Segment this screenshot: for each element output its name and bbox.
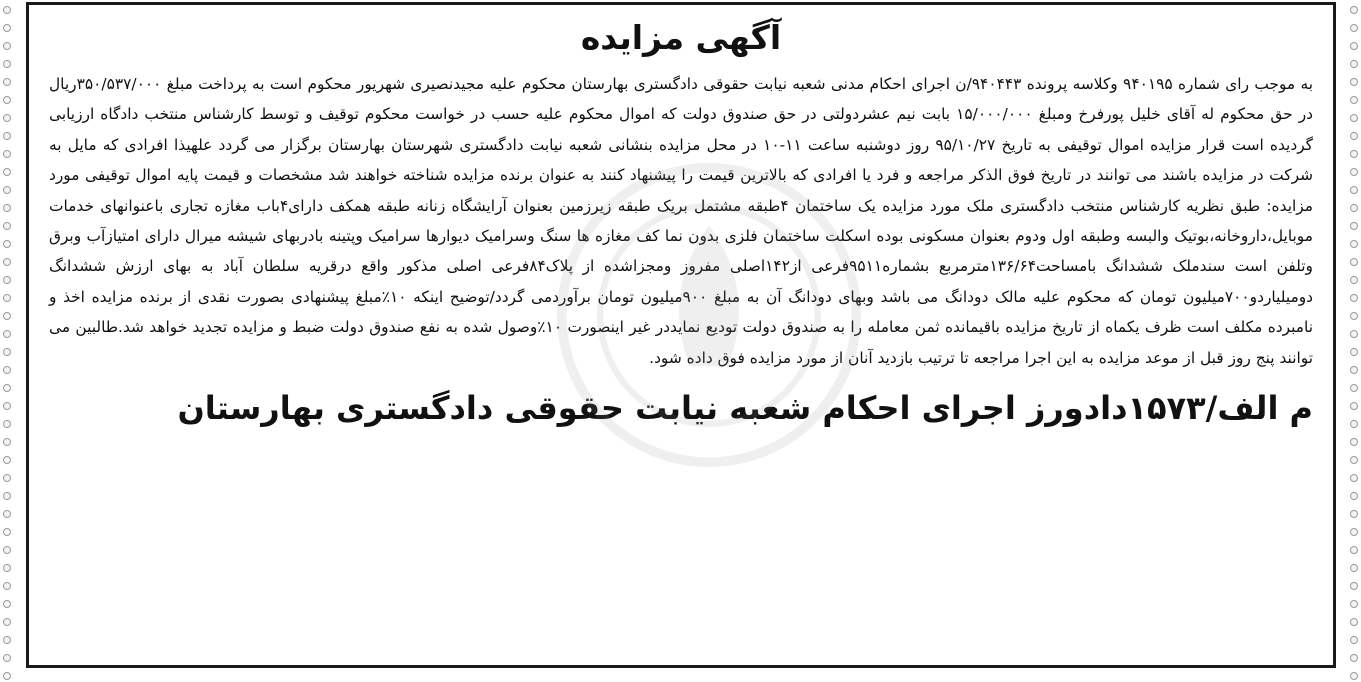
perforation-hole-icon (1350, 312, 1358, 320)
perforation-hole-icon (1350, 582, 1358, 590)
perforation-hole-icon (1350, 42, 1358, 50)
perforation-hole-icon (1350, 222, 1358, 230)
perforation-hole-icon (1350, 402, 1358, 410)
perforation-hole-icon (3, 78, 11, 86)
perforation-hole-icon (3, 636, 11, 644)
perforation-hole-icon (3, 114, 11, 122)
perforation-hole-icon (3, 420, 11, 428)
perforation-hole-icon (3, 438, 11, 446)
perforation-hole-icon (1350, 564, 1358, 572)
perforation-hole-icon (3, 492, 11, 500)
perforation-hole-icon (3, 582, 11, 590)
perforation-hole-icon (3, 294, 11, 302)
perforation-hole-icon (3, 150, 11, 158)
perforation-hole-icon (3, 474, 11, 482)
perforation-hole-icon (1350, 132, 1358, 140)
perforation-hole-icon (3, 60, 11, 68)
perforation-hole-icon (3, 186, 11, 194)
perforation-hole-icon (1350, 348, 1358, 356)
perforation-hole-icon (1350, 420, 1358, 428)
perforation-hole-icon (3, 132, 11, 140)
perforation-hole-icon (3, 348, 11, 356)
perforation-hole-icon (1350, 78, 1358, 86)
perforation-hole-icon (1350, 636, 1358, 644)
right-perforation-strip (1347, 0, 1361, 682)
perforation-hole-icon (3, 168, 11, 176)
perforation-hole-icon (1350, 6, 1358, 14)
perforation-hole-icon (3, 528, 11, 536)
perforation-hole-icon (1350, 150, 1358, 158)
perforation-hole-icon (3, 510, 11, 518)
perforation-hole-icon (3, 24, 11, 32)
perforation-hole-icon (3, 312, 11, 320)
perforation-hole-icon (1350, 438, 1358, 446)
perforation-hole-icon (3, 96, 11, 104)
perforation-hole-icon (3, 240, 11, 248)
notice-title: آگهی مزایده (580, 18, 782, 57)
perforation-hole-icon (3, 654, 11, 662)
perforation-hole-icon (1350, 186, 1358, 194)
perforation-hole-icon (3, 222, 11, 230)
perforation-hole-icon (1350, 330, 1358, 338)
left-perforation-strip (0, 0, 14, 682)
perforation-hole-icon (3, 6, 11, 14)
perforation-hole-icon (1350, 654, 1358, 662)
perforation-hole-icon (1350, 240, 1358, 248)
perforation-hole-icon (3, 384, 11, 392)
perforation-hole-icon (3, 42, 11, 50)
perforation-hole-icon (3, 546, 11, 554)
perforation-hole-icon (1350, 114, 1358, 122)
perforation-hole-icon (1350, 24, 1358, 32)
perforation-hole-icon (3, 618, 11, 626)
perforation-hole-icon (1350, 528, 1358, 536)
notice-signature: م الف/۱۵۷۳دادورز اجرای احکام شعبه نیابت حقوقی دادگستری بهارستان (177, 389, 1313, 428)
perforation-hole-icon (3, 204, 11, 212)
perforation-hole-icon (3, 564, 11, 572)
perforation-hole-icon (3, 600, 11, 608)
perforation-hole-icon (1350, 618, 1358, 626)
perforation-hole-icon (1350, 366, 1358, 374)
perforation-hole-icon (1350, 456, 1358, 464)
notice-frame (26, 2, 1336, 668)
perforation-hole-icon (1350, 510, 1358, 518)
perforation-hole-icon (1350, 492, 1358, 500)
perforation-hole-icon (3, 276, 11, 284)
perforation-hole-icon (1350, 672, 1358, 680)
perforation-hole-icon (3, 330, 11, 338)
perforation-hole-icon (1350, 168, 1358, 176)
perforation-hole-icon (1350, 204, 1358, 212)
perforation-hole-icon (3, 672, 11, 680)
perforation-hole-icon (1350, 546, 1358, 554)
perforation-hole-icon (3, 402, 11, 410)
perforation-hole-icon (1350, 600, 1358, 608)
perforation-hole-icon (3, 366, 11, 374)
perforation-hole-icon (1350, 276, 1358, 284)
perforation-hole-icon (1350, 294, 1358, 302)
perforation-hole-icon (1350, 384, 1358, 392)
notice-body: به موجب رای شماره ۹۴۰۱۹۵ وکلاسه پرونده ۹۴۰۴۴۳/ن اجرای احکام مدنی شعبه نیابت حقوقی دادگستری بهارستان محکوم علیه مجیدنصیری شهریور محکوم است به پرداخت مبلغ ۳۵۰/۵۳۷/۰۰۰ریال در حق محکوم له آقای خلیل پورفرخ ومبلغ ۱۵/۰۰۰/۰۰۰ بابت نیم عشردولتی در حق صندوق دولت که اموال محکوم علیه حسب در خواست محکوم توقیف و توسط کارشناس منتخب دادگاه ارزیابی گردیده است قرار مزایده اموال توقیفی به تاریخ ۹۵/۱۰/۲۷ روز دوشنبه ساعت ۱۱-۱۰ در محل مزایده بنشانی شعبه نیابت دادگستری شهرستان بهارستان برگزار می گردد علهیذا افرادی که مایل به شرکت در مزایده باشند می توانند در تاریخ فوق الذکر مراجعه و فرد یا افرادی که بالاترین قیمت را پیشنهاد کنند به عنوان برنده مزایده شناخته خواهند شد مشخصات و قیمت پایه اموال توقیفی مورد مزایده: طبق نظریه کارشناس منتخب دادگستری ملک مورد مزایده یک ساختمان ۴طبقه مشتمل بریک طبقه زیرزمین بعنوان آرایشگاه زنانه طبقه همکف دارای۴باب مغازه تجاری باعنوانهای خدمات موبایل،داروخانه،بوتیک والبسه وطبقه اول ودوم بعنوان مسکونی بوده اسکلت ساختمان فلزی بدون نما کف مغازه ها سنگ وسرامیک دیوارها سرامیک وپتینه بادربهای شیشه میرال دارای امتیازآب وبرق وتلفن است سندملک ششدانگ بامساحت۱۳۶/۶۴مترمربع بشماره۹۵۱۱فرعی از۱۴۲اصلی مفروز ومجزاشده از پلاک۸۴فرعی اصلی مذکور واقع درقریه سلطان آباد به بهای ارزش ششدانگ دومیلیاردو۷۰۰میلیون تومان که محکوم علیه مالک دودانگ می باشد وبهای دودانگ آن به مبلغ ۹۰۰میلیون تومان برآوردمی گردد/توضیح اینکه ۱۰٪مبلغ پیشنهادی بصورت نقدی از برنده مزایده اخذ و نامبرده مکلف است ظرف یکماه از تاریخ مزایده باقیمانده ثمن معامله را به صندوق دولت تودیع نمایددر غیر اینصورت ۱۰٪وصول شده به نفع صندوق دولت ضبط و مزایده تجدید خواهد شد.طالبین می توانند پنج روز قبل از موعد مزایده به این اجرا مراجعه تا ترتیب بازدید آنان از مورد مزایده فوق داده شود. (49, 75, 1314, 367)
perforation-hole-icon (1350, 60, 1358, 68)
perforation-hole-icon (3, 456, 11, 464)
perforation-hole-icon (1350, 474, 1358, 482)
perforation-hole-icon (3, 258, 11, 266)
perforation-hole-icon (1350, 258, 1358, 266)
perforation-hole-icon (1350, 96, 1358, 104)
